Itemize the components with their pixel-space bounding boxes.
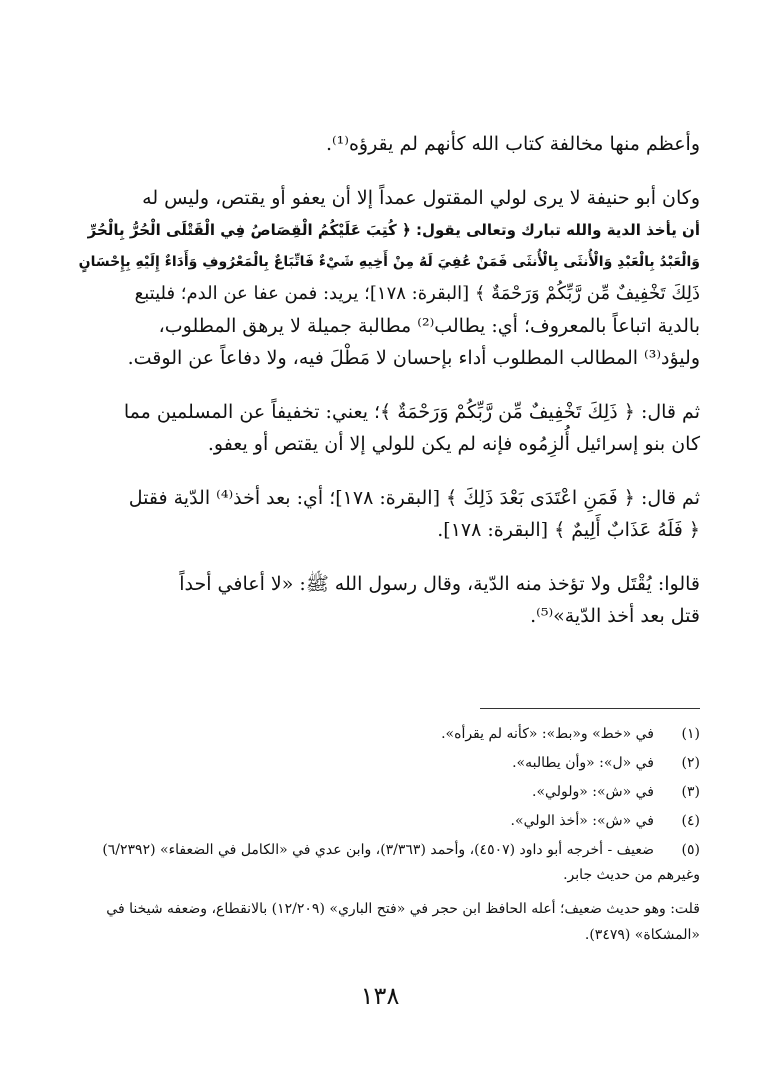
text-line: وكان أبو حنيفة لا يرى لولي المقتول عمداً إلا أن يعفو أو يقتص، وليس له	[142, 187, 700, 209]
footnote-2	[70, 749, 700, 778]
paragraph-3	[70, 396, 700, 460]
footnote-1	[70, 720, 700, 749]
text-line: كان بنو إسرائيل أُلزِمُوه فإنه لم يكن للولي إلا أن يقتص أو يعفو.	[207, 433, 700, 455]
text-line: ﴿ فَلَهُ عَذَابٌ أَلِيمٌ ﴾ [البقرة: ١٧٨].	[437, 519, 700, 541]
footnote-text: في «ش»: «أخذ الولي».	[510, 813, 654, 829]
text-line: قالوا: يُقْتَل ولا تؤخذ منه الدّية، وقال رسول الله ﷺ: «لا أعافي أحداً	[179, 573, 700, 595]
footnote-number: (١)	[681, 726, 700, 742]
footnote-text: في «ل»: «وأن يطالبه».	[512, 755, 654, 771]
text-line: وَالْعَبْدُ بِالْعَبْدِ وَالْأُنثَى بِالْأُنثَى فَمَنْ عُفِيَ لَهُ مِنْ أَخِيهِ شَيْءٌ فَاتِّبَاعٌ بِالْمَعْرُوفِ وَأَدَاءٌ إِلَيْهِ بِإِحْسَانٍ	[78, 254, 700, 270]
footnote-divider	[480, 708, 700, 709]
paragraph-4	[70, 482, 700, 546]
footnote-5	[70, 838, 700, 888]
footnote-number: (٥)	[681, 842, 700, 858]
footnote-3	[70, 778, 700, 807]
text-line: أن يأخذ الدية والله تبارك وتعالى يقول: ﴿ كُتِبَ عَلَيْكُمُ الْقِصَاصُ فِي الْقَتْلَى الْحُرُّ بِالْحُرِّ	[87, 221, 700, 239]
footnote-number: (٤)	[681, 813, 700, 829]
text-line: وأعظم منها مخالفة كتاب الله كأنهم لم يقرؤه⁽¹⁾.	[325, 133, 700, 155]
main-text	[70, 128, 700, 654]
text-line: ثم قال: ﴿ ذَلِكَ تَخْفِيفٌ مِّن رَّبِّكُمْ وَرَحْمَةٌ ﴾؛ يعني: تخفيفاً عن المسلمين مما	[123, 401, 700, 423]
text-line: ذَلِكَ تَخْفِيفٌ مِّن رَّبِّكُمْ وَرَحْمَةٌ ﴾ [البقرة: ١٧٨]؛ يريد: فمن عفا عن الدم؛ فليتبع	[134, 283, 700, 304]
footnote-number: (٢)	[681, 755, 700, 771]
page-number: ١٣٨	[360, 982, 400, 1010]
text-line: قتل بعد أخذ الدّية»⁽⁵⁾.	[530, 605, 700, 627]
footnote-text: في «خط» و«بط»: «كأنه لم يقرأه».	[441, 726, 654, 742]
text-line: وليؤد⁽³⁾ المطالب المطلوب أداء بإحسان لا مَطْلَ فيه، ولا دفاعاً عن الوقت.	[127, 347, 700, 369]
footnote-text: في «ش»: «ولولي».	[532, 784, 654, 800]
footnotes	[70, 720, 700, 948]
footnote-number: (٣)	[681, 784, 700, 800]
paragraph-2	[70, 182, 700, 374]
editor-comment: قلت: وهو حديث ضعيف؛ أعله الحافظ ابن حجر في «فتح الباري» (١٢/٢٠٩) بالانقطاع، وضعفه شيخنا في «المشكاة» (٣٤٧٩).	[106, 901, 700, 943]
footnote-4	[70, 807, 700, 836]
paragraph-5	[70, 568, 700, 632]
footnote-text: ضعيف - أخرجه أبو داود (٤٥٠٧)، وأحمد (٣/٣٦٣)، وابن عدي في «الكامل في الضعفاء» (٦/٢٣٩٢) وغيرهم من حديث جابر.	[102, 842, 700, 883]
paragraph-1	[70, 128, 700, 160]
text-line: ثم قال: ﴿ فَمَنِ اعْتَدَى بَعْدَ ذَلِكَ ﴾ [البقرة: ١٧٨]؛ أي: بعد أخذ⁽⁴⁾ الدّية فقتل	[128, 487, 700, 509]
text-line: بالدية اتباعاً بالمعروف؛ أي: يطالب⁽²⁾ مطالبة جميلة لا يرهق المطلوب،	[158, 315, 700, 337]
